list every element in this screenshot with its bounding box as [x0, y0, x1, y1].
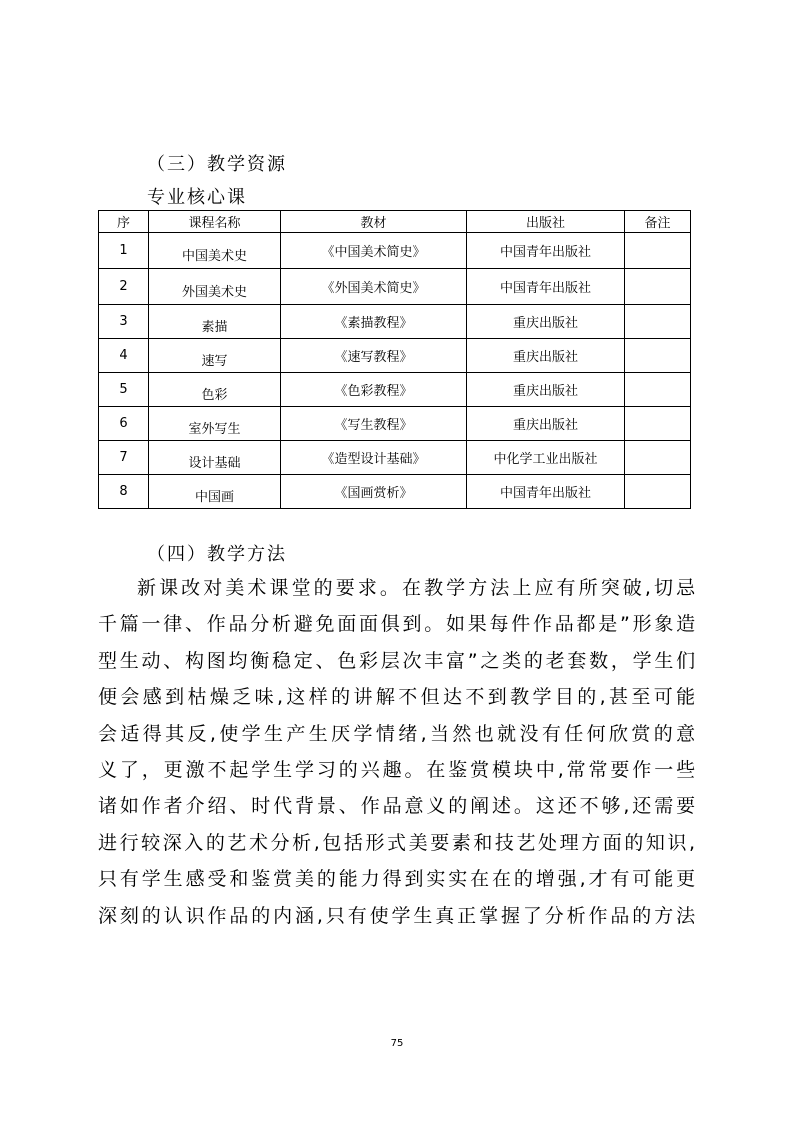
section-heading-teaching-methods: （四）教学方法 [147, 544, 287, 565]
cell-publisher: 中化学工业出版社 [467, 441, 625, 475]
cell-textbook: 《外国美术简史》 [281, 269, 467, 305]
cell-note [625, 373, 691, 407]
table-row [99, 475, 691, 509]
cell-textbook: 《速写教程》 [281, 339, 467, 373]
paragraph-line: 进行较深入的艺术分析,包括形式美要素和技艺处理方面的知识, [98, 831, 696, 854]
cell-course [149, 441, 281, 475]
cell-note [625, 269, 691, 305]
cell-textbook: 《色彩教程》 [281, 373, 467, 407]
paragraph-line: 只有学生感受和鉴赏美的能力得到实实在在的增强,才有可能更 [98, 868, 696, 891]
course-name: 色彩 [201, 388, 228, 403]
course-name: 中国画 [194, 490, 234, 505]
cell-publisher: 重庆出版社 [467, 373, 625, 407]
page-number: 75 [390, 1038, 404, 1049]
teaching-methods-paragraph [98, 570, 696, 934]
course-name: 素描 [201, 320, 228, 335]
paragraph-line: 诸如作者介绍、时代背景、作品意义的阐述。这还不够,还需要 [98, 795, 696, 818]
cell-course [149, 339, 281, 373]
cell-publisher: 中国青年出版社 [467, 475, 625, 509]
paragraph-line: 型生动、构图均衡稳定、色彩层次丰富”之类的老套数，学生们 [98, 649, 696, 672]
header-publisher: 出版社 [467, 211, 625, 233]
cell-no: 3 [99, 305, 149, 339]
header-textbook: 教材 [281, 211, 467, 233]
teaching-resources-table [98, 210, 691, 509]
cell-course [149, 269, 281, 305]
cell-note [625, 475, 691, 509]
cell-no: 1 [99, 233, 149, 269]
cell-no: 2 [99, 269, 149, 305]
paragraph-line: 深刻的认识作品的内涵,只有使学生真正掌握了分析作品的方法 [98, 904, 696, 927]
cell-course [149, 305, 281, 339]
table-row [99, 269, 691, 305]
cell-publisher: 重庆出版社 [467, 305, 625, 339]
cell-course [149, 475, 281, 509]
course-name: 速写 [201, 354, 228, 369]
course-name: 中国美术史 [181, 249, 247, 264]
header-course-name: 课程名称 [149, 211, 281, 233]
table-row [99, 373, 691, 407]
header-no: 序 [99, 211, 149, 233]
cell-note [625, 305, 691, 339]
cell-no: 5 [99, 373, 149, 407]
table-row [99, 233, 691, 269]
course-name: 设计基础 [188, 456, 241, 471]
cell-course [149, 407, 281, 441]
table-row [99, 441, 691, 475]
section-heading-teaching-resources: （三）教学资源 [147, 154, 287, 175]
cell-textbook: 《造型设计基础》 [281, 441, 467, 475]
subheading-core-courses: 专业核心课 [147, 187, 247, 208]
table-row [99, 305, 691, 339]
course-name: 室外写生 [188, 422, 241, 437]
cell-course [149, 373, 281, 407]
paragraph-line: 便会感到枯燥乏味,这样的讲解不但达不到教学目的,甚至可能 [98, 686, 696, 709]
cell-note [625, 233, 691, 269]
cell-textbook: 《写生教程》 [281, 407, 467, 441]
cell-no: 4 [99, 339, 149, 373]
paragraph-line: 千篇一律、作品分析避免面面俱到。如果每件作品都是”形象造 [98, 613, 696, 636]
cell-note [625, 407, 691, 441]
cell-publisher: 重庆出版社 [467, 407, 625, 441]
cell-textbook: 《中国美术简史》 [281, 233, 467, 269]
table-header-row [99, 211, 691, 233]
table-row [99, 339, 691, 373]
cell-no: 6 [99, 407, 149, 441]
cell-note [625, 339, 691, 373]
cell-textbook: 《素描教程》 [281, 305, 467, 339]
course-name: 外国美术史 [181, 285, 247, 300]
cell-no: 7 [99, 441, 149, 475]
cell-note [625, 441, 691, 475]
cell-textbook: 《国画赏析》 [281, 475, 467, 509]
cell-publisher: 中国青年出版社 [467, 269, 625, 305]
header-note: 备注 [625, 211, 691, 233]
cell-publisher: 重庆出版社 [467, 339, 625, 373]
cell-no: 8 [99, 475, 149, 509]
paragraph-line: 新课改对美术课堂的要求。在教学方法上应有所突破,切忌 [137, 577, 696, 599]
table-row [99, 407, 691, 441]
cell-course [149, 233, 281, 269]
cell-publisher: 中国青年出版社 [467, 233, 625, 269]
paragraph-line: 会适得其反,使学生产生厌学情绪,当然也就没有任何欣赏的意 [98, 722, 696, 745]
paragraph-line: 义了，更激不起学生学习的兴趣。在鉴赏模块中,常常要作一些 [98, 759, 696, 782]
